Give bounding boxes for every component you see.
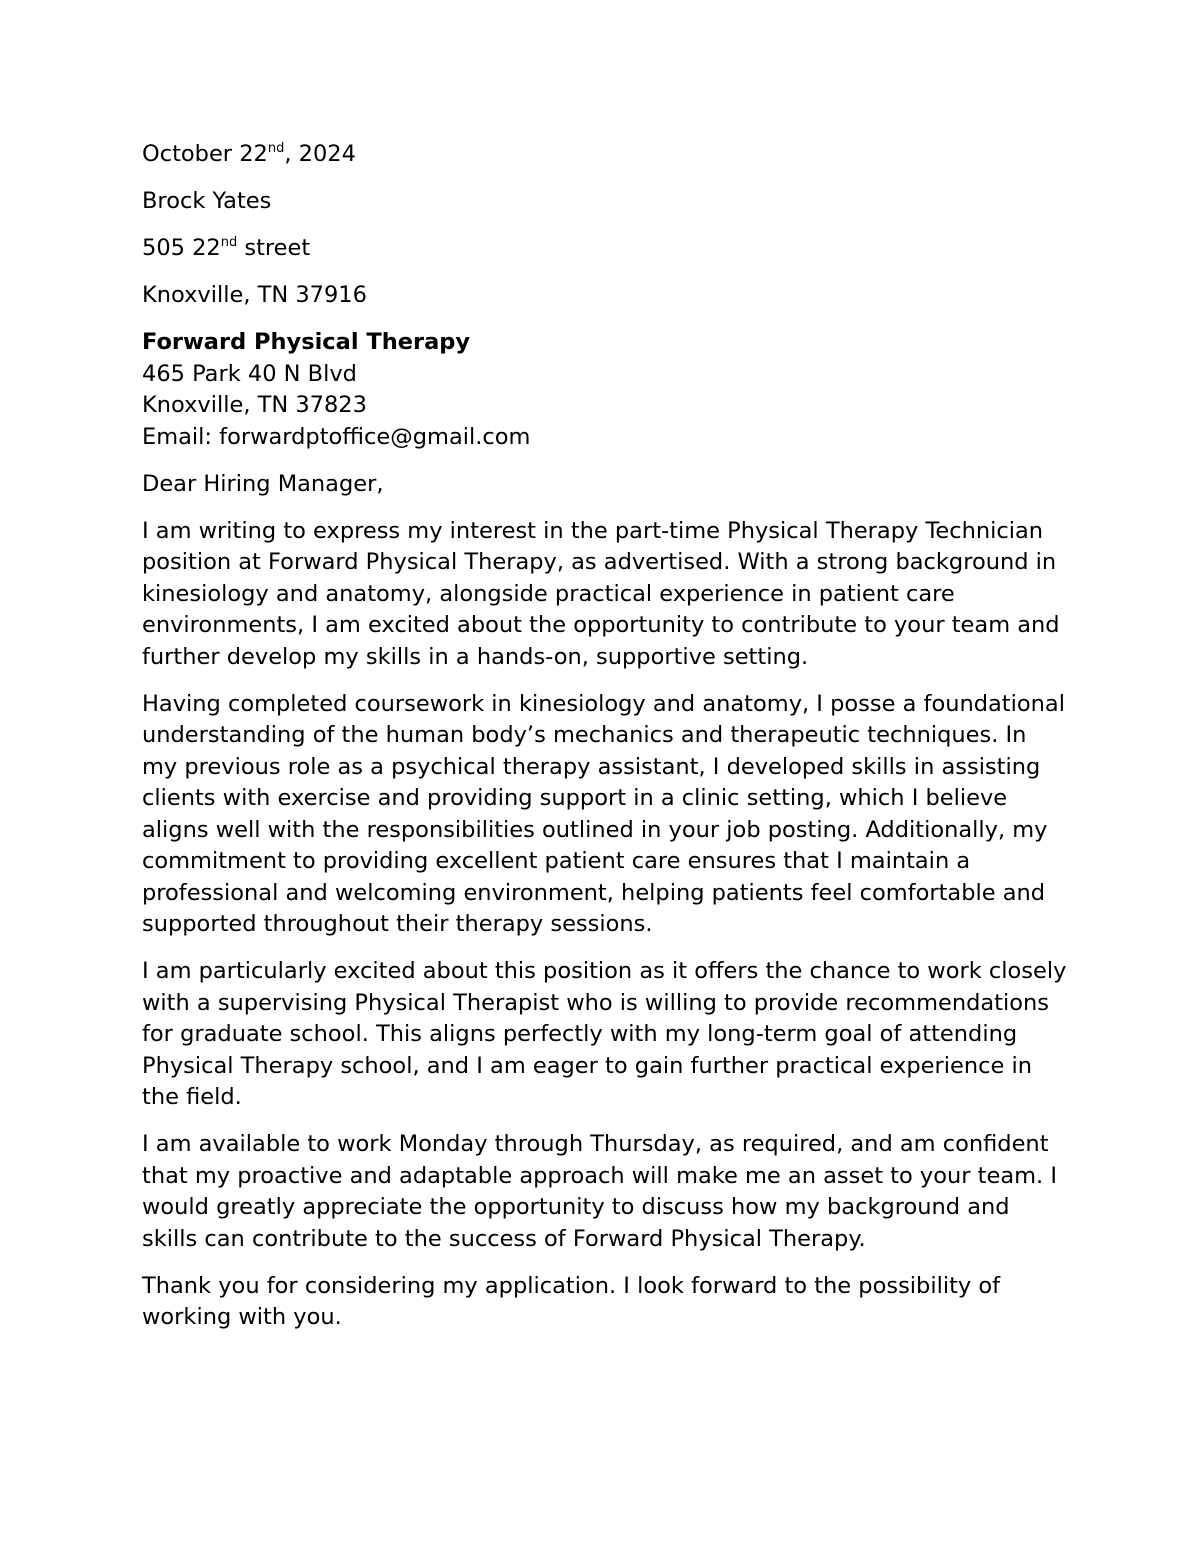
recipient-email: Email: forwardptoffice@gmail.com [142,423,531,450]
recipient-name: Forward Physical Therapy [142,329,471,355]
street-ordinal: nd [220,235,238,250]
date-prefix: October 22 [142,141,268,167]
body-paragraph: Having completed coursework in kinesiology and anatomy, I posse a foundational understanding of the human body’s mechanics and therapeutic techniques. In my previous role as a psychical therapy assistant, I developed skills in assisting clients with exercise and providing support in a clinic setting, which I believe aligns well with the responsibilities outlined in your job posting. Additionally, my commitment to providing excellent patient care ensures that I maintain a professional and welcoming environment, helping patients feel comfortable and supported throughout their therapy sessions. [142,690,1065,937]
recipient-address [142,327,1067,453]
recipient-street: 465 Park 40 N Blvd [142,360,357,387]
street-suffix: street [237,235,311,261]
body-paragraph: I am writing to express my interest in the part-time Physical Therapy Technician position at Forward Physical Therapy, as advertised. With a strong background in kinesiology and anatomy, alongside practical experience in patient care environments, I am excited about the opportunity to contribute to your team and further develop my skills in a hands-on, supportive setting. [142,517,1060,670]
body-paragraph: I am available to work Monday through Thursday, as required, and am confident that my proactive and adaptable approach will make me an asset to your team. I would greatly appreciate the opportunity to discuss how my background and skills can contribute to the success of Forward Physical Therapy. [142,1131,1057,1252]
sender-city: Knoxville, TN 37916 [142,282,367,308]
letter-date [142,139,1067,171]
sender-name: Brock Yates [142,188,272,214]
body-paragraph: I am particularly excited about this position as it offers the chance to work closely with a supervising Physical Therapist who is willing to provide recommendations for graduate school. This aligns perfectly with my long-term goal of attending Physical Therapy school, and I am eager to gain further practical experience in the field. [142,958,1067,1110]
sender-street [142,233,1067,265]
date-ordinal: nd [267,141,285,156]
salutation: Dear Hiring Manager, [142,470,384,497]
street-prefix: 505 22 [142,235,221,261]
date-suffix: , 2024 [284,141,356,167]
letter-page [142,139,1067,1349]
closing-paragraph: Thank you for considering my application. I look forward to the possibility of working with you. [142,1272,1001,1330]
recipient-city: Knoxville, TN 37823 [142,392,367,418]
